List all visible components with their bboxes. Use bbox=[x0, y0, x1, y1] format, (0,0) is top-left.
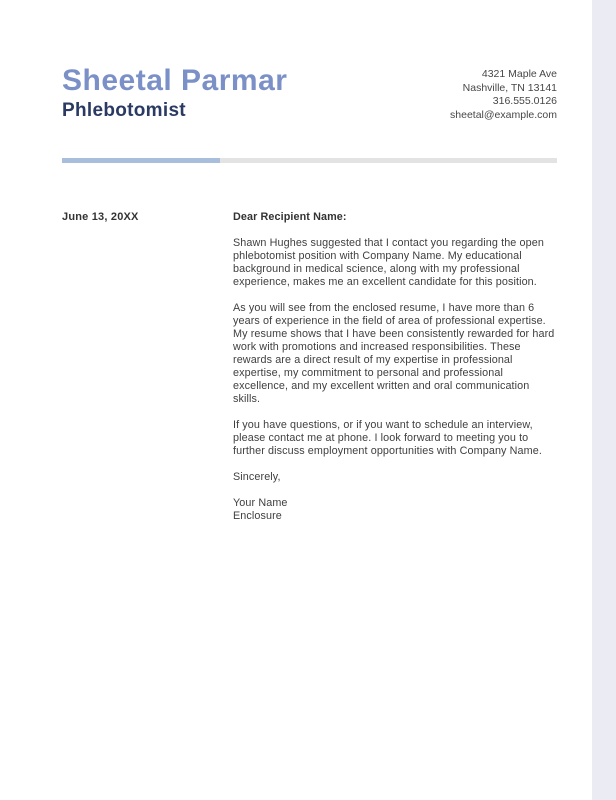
section-divider bbox=[62, 158, 557, 163]
letter-text-column bbox=[233, 211, 557, 523]
divider-accent-segment bbox=[62, 158, 220, 163]
contact-email: sheetal@example.com bbox=[450, 108, 557, 121]
closing: Sincerely, bbox=[233, 471, 281, 483]
app-background-strip bbox=[592, 0, 616, 800]
page-content bbox=[62, 0, 557, 523]
person-name: Sheetal Parmar bbox=[62, 64, 288, 97]
salutation: Dear Recipient Name: bbox=[233, 211, 347, 223]
divider-gray-segment bbox=[220, 158, 557, 163]
paragraph-1: Shawn Hughes suggested that I contact you regarding the open phlebotomist position with Company Name. My educational background in medical science, along with my professional experience, makes me an excellent candidate for this position. bbox=[233, 237, 544, 288]
contact-block bbox=[450, 64, 557, 122]
signature-name: Your Name bbox=[233, 497, 288, 509]
letter-body bbox=[62, 211, 557, 523]
paragraph-2: As you will see from the enclosed resume, I have more than 6 years of experience in the field of area of professional expertise. My resume shows that I have been consistently rewarded for hard work with promotions and increased responsibilities. These rewards are a direct result of my expertise in professional expertise, my commitment to personal and professional excellence, and my excellent written and oral communication skills. bbox=[233, 302, 555, 405]
date-column bbox=[62, 211, 233, 523]
paragraph-3: If you have questions, or if you want to schedule an interview, please contact me at phone. I look forward to meeting you to further discuss employment opportunities with Company Name. bbox=[233, 419, 542, 457]
person-title: Phlebotomist bbox=[62, 100, 186, 121]
letter-date: June 13, 20XX bbox=[62, 211, 139, 223]
contact-address-line2: Nashville, TN 13141 bbox=[462, 81, 557, 94]
identity-block bbox=[62, 64, 287, 122]
contact-address-line1: 4321 Maple Ave bbox=[481, 68, 557, 80]
letterhead bbox=[62, 64, 557, 122]
contact-phone: 316.555.0126 bbox=[492, 95, 557, 107]
enclosure-note: Enclosure bbox=[233, 510, 282, 522]
